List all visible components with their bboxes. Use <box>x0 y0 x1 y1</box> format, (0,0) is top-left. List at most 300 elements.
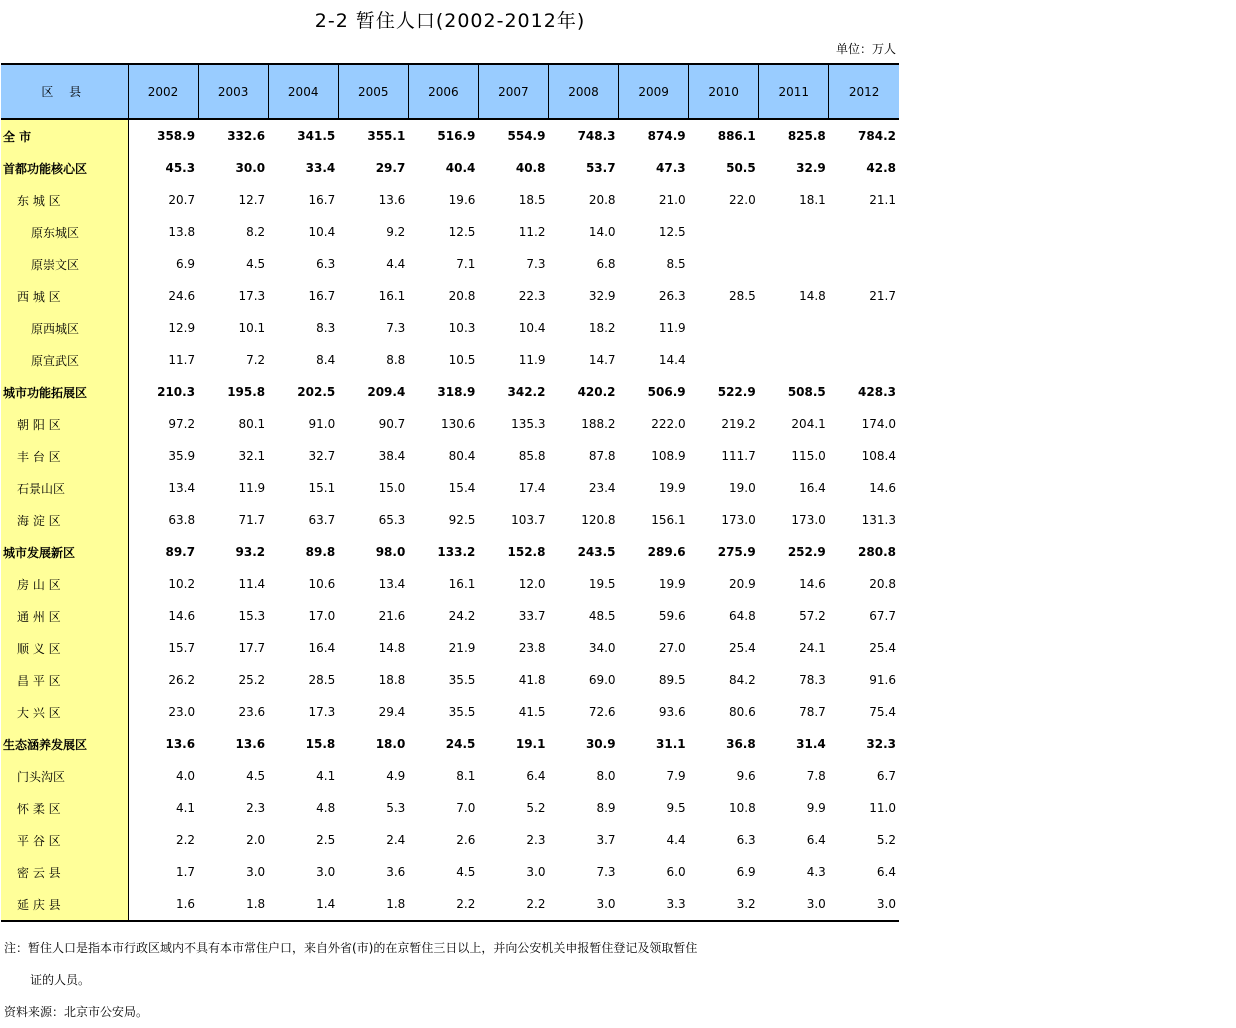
row-value: 11.7 <box>168 353 196 367</box>
row-value: 219.2 <box>721 417 756 431</box>
row-value: 210.3 <box>157 385 196 399</box>
row-value: 14.8 <box>799 289 826 303</box>
header-year: 2008 <box>548 64 618 119</box>
row-value: 516.9 <box>437 129 476 143</box>
row-value: 11.4 <box>238 577 266 591</box>
row-value: 6.8 <box>596 257 616 271</box>
row-value: 6.3 <box>316 257 336 271</box>
row-value <box>829 216 899 248</box>
row-value: 20.8 <box>869 577 896 591</box>
row-value: 6.7 <box>876 769 896 783</box>
row-region-name: 顺 义 区 <box>1 632 128 664</box>
row-value: 156.1 <box>651 513 686 527</box>
table-row <box>1 504 899 536</box>
row-value: 3.0 <box>246 865 266 879</box>
row-value: 4.5 <box>246 257 266 271</box>
row-value: 111.7 <box>721 449 756 463</box>
row-value: 87.8 <box>588 449 616 463</box>
row-value: 21.9 <box>448 641 476 655</box>
row-value: 9.2 <box>386 225 406 239</box>
row-value: 19.5 <box>588 577 616 591</box>
row-value: 24.6 <box>168 289 196 303</box>
header-year: 2009 <box>619 64 689 119</box>
row-value <box>759 344 829 376</box>
row-value: 4.9 <box>386 769 406 783</box>
row-value: 11.9 <box>658 321 686 335</box>
header-year: 2010 <box>689 64 759 119</box>
row-value: 10.4 <box>308 225 336 239</box>
row-value: 28.5 <box>728 289 756 303</box>
unit-label: 单位：万人 <box>835 42 896 56</box>
row-value: 1.8 <box>198 888 268 921</box>
row-value: 15.1 <box>308 481 336 495</box>
row-value: 33.4 <box>305 161 336 175</box>
table-row <box>1 376 899 408</box>
table-row <box>1 632 899 664</box>
row-value: 32.9 <box>796 161 826 175</box>
table-row <box>1 184 899 216</box>
row-value: 2.3 <box>246 801 266 815</box>
row-value: 30.0 <box>235 161 266 175</box>
row-value: 332.6 <box>227 129 266 143</box>
row-value: 15.8 <box>305 737 336 751</box>
row-value: 67.7 <box>869 609 896 623</box>
table-row <box>1 664 899 696</box>
row-value: 115.0 <box>791 449 826 463</box>
row-value: 90.7 <box>378 417 406 431</box>
row-value: 50.5 <box>726 161 756 175</box>
row-value: 130.6 <box>441 417 476 431</box>
row-value: 22.0 <box>728 193 756 207</box>
row-value: 7.3 <box>526 257 546 271</box>
row-value: 342.2 <box>507 385 546 399</box>
row-region-name: 原东城区 <box>1 216 128 248</box>
row-value: 8.0 <box>596 769 616 783</box>
row-value: 8.5 <box>666 257 686 271</box>
row-value: 318.9 <box>437 385 476 399</box>
row-value: 15.7 <box>168 641 196 655</box>
row-value: 5.3 <box>386 801 406 815</box>
header-year: 2003 <box>198 64 268 119</box>
row-value: 15.3 <box>238 609 266 623</box>
row-value: 135.3 <box>511 417 546 431</box>
row-value: 5.2 <box>526 801 546 815</box>
table-row <box>1 472 899 504</box>
row-value: 63.8 <box>168 513 196 527</box>
row-value: 2.2 <box>408 888 478 921</box>
row-value <box>689 312 759 344</box>
row-value: 3.7 <box>596 833 616 847</box>
row-value: 80.1 <box>238 417 266 431</box>
row-value: 69.0 <box>588 673 616 687</box>
row-value: 20.9 <box>728 577 756 591</box>
row-region-name: 平 谷 区 <box>1 824 128 856</box>
row-value <box>759 248 829 280</box>
row-value: 11.0 <box>869 801 896 815</box>
row-value: 25.4 <box>869 641 896 655</box>
row-value: 18.0 <box>375 737 406 751</box>
row-value: 6.4 <box>806 833 826 847</box>
row-value: 42.8 <box>866 161 896 175</box>
row-value: 20.8 <box>448 289 476 303</box>
row-value: 20.7 <box>168 193 196 207</box>
row-value: 14.8 <box>378 641 406 655</box>
row-region-name: 原崇文区 <box>1 248 128 280</box>
row-value: 3.3 <box>619 888 689 921</box>
row-value: 17.3 <box>238 289 266 303</box>
row-value: 4.8 <box>316 801 336 815</box>
row-value: 31.1 <box>656 737 686 751</box>
row-value: 41.8 <box>518 673 546 687</box>
row-value: 24.1 <box>799 641 826 655</box>
row-value: 35.9 <box>168 449 196 463</box>
row-value: 57.2 <box>799 609 826 623</box>
row-value: 18.5 <box>518 193 546 207</box>
row-value: 16.4 <box>799 481 826 495</box>
row-value: 188.2 <box>581 417 616 431</box>
row-value: 91.0 <box>308 417 336 431</box>
row-value: 133.2 <box>437 545 476 559</box>
row-value: 40.8 <box>515 161 546 175</box>
row-value: 41.5 <box>518 705 546 719</box>
table-header-row <box>1 64 899 119</box>
row-region-name: 全 市 <box>1 119 128 152</box>
row-value: 21.6 <box>378 609 406 623</box>
row-value: 4.4 <box>666 833 686 847</box>
row-value: 25.2 <box>238 673 266 687</box>
row-value: 14.4 <box>658 353 686 367</box>
row-value: 7.3 <box>386 321 406 335</box>
row-value: 97.2 <box>168 417 196 431</box>
table-row <box>1 440 899 472</box>
row-value: 38.4 <box>378 449 406 463</box>
row-value: 280.8 <box>858 545 896 559</box>
row-value: 6.9 <box>736 865 756 879</box>
row-value: 33.7 <box>518 609 546 623</box>
row-value: 204.1 <box>791 417 826 431</box>
row-value: 80.6 <box>728 705 756 719</box>
row-value: 30.9 <box>585 737 616 751</box>
row-value: 93.6 <box>658 705 686 719</box>
row-value: 2.4 <box>386 833 406 847</box>
row-value: 554.9 <box>507 129 546 143</box>
row-value: 2.5 <box>316 833 336 847</box>
row-value: 1.8 <box>338 888 408 921</box>
row-region-name: 城市发展新区 <box>1 536 128 568</box>
row-value: 13.8 <box>168 225 196 239</box>
row-value: 6.4 <box>526 769 546 783</box>
row-value: 428.3 <box>858 385 896 399</box>
row-value: 522.9 <box>717 385 756 399</box>
row-value: 12.7 <box>238 193 266 207</box>
table-row <box>1 119 899 152</box>
row-value: 275.9 <box>717 545 756 559</box>
row-value: 1.7 <box>175 865 196 879</box>
row-value: 4.4 <box>386 257 406 271</box>
row-value: 28.5 <box>308 673 336 687</box>
row-value: 9.5 <box>666 801 686 815</box>
row-value: 7.2 <box>246 353 266 367</box>
row-region-name: 房 山 区 <box>1 568 128 600</box>
row-region-name: 东 城 区 <box>1 184 128 216</box>
row-value: 8.9 <box>596 801 616 815</box>
row-value: 32.1 <box>238 449 266 463</box>
row-value: 63.7 <box>308 513 336 527</box>
row-value <box>689 344 759 376</box>
row-value: 874.9 <box>647 129 686 143</box>
row-value: 7.8 <box>806 769 826 783</box>
row-value: 13.6 <box>235 737 266 751</box>
row-value <box>829 248 899 280</box>
row-value: 21.0 <box>658 193 686 207</box>
row-region-name: 门头沟区 <box>1 760 128 792</box>
row-value: 15.0 <box>378 481 406 495</box>
row-value: 91.6 <box>869 673 896 687</box>
row-value: 8.1 <box>456 769 476 783</box>
row-value: 825.8 <box>787 129 826 143</box>
row-value: 11.9 <box>518 353 546 367</box>
row-value: 7.0 <box>456 801 476 815</box>
row-value: 784.2 <box>858 129 896 143</box>
row-value: 10.6 <box>308 577 336 591</box>
header-year: 2006 <box>408 64 478 119</box>
table-row <box>1 760 899 792</box>
row-region-name: 生态涵养发展区 <box>1 728 128 760</box>
row-value: 2.6 <box>456 833 476 847</box>
row-value: 12.9 <box>168 321 196 335</box>
row-value: 23.4 <box>588 481 616 495</box>
row-value: 3.0 <box>829 888 899 921</box>
header-year: 2012 <box>829 64 899 119</box>
row-value: 108.4 <box>861 449 896 463</box>
row-value: 10.3 <box>448 321 476 335</box>
row-value: 29.7 <box>375 161 406 175</box>
row-value: 5.2 <box>876 833 896 847</box>
row-value: 4.5 <box>456 865 476 879</box>
row-value: 6.4 <box>876 865 896 879</box>
row-value: 174.0 <box>861 417 896 431</box>
table-row <box>1 728 899 760</box>
row-value: 9.6 <box>736 769 756 783</box>
row-value: 19.1 <box>515 737 546 751</box>
row-value: 12.5 <box>448 225 476 239</box>
row-value: 25.4 <box>728 641 756 655</box>
row-value: 4.1 <box>316 769 336 783</box>
row-value: 84.2 <box>728 673 756 687</box>
row-value: 78.3 <box>799 673 826 687</box>
row-value: 71.7 <box>238 513 266 527</box>
row-region-name: 通 州 区 <box>1 600 128 632</box>
table-row <box>1 568 899 600</box>
row-value: 26.2 <box>168 673 196 687</box>
row-value: 358.9 <box>157 129 196 143</box>
row-value: 36.8 <box>726 737 756 751</box>
row-value: 252.9 <box>787 545 826 559</box>
row-value: 53.7 <box>585 161 616 175</box>
row-value: 29.4 <box>378 705 406 719</box>
row-value: 48.5 <box>588 609 616 623</box>
row-value: 35.5 <box>448 705 476 719</box>
header-year: 2007 <box>478 64 548 119</box>
row-value: 10.8 <box>728 801 756 815</box>
row-value: 103.7 <box>511 513 546 527</box>
row-value: 17.3 <box>308 705 336 719</box>
row-value: 17.0 <box>308 609 336 623</box>
row-value: 22.3 <box>518 289 546 303</box>
row-value: 24.5 <box>445 737 476 751</box>
row-value: 6.3 <box>736 833 756 847</box>
row-value: 886.1 <box>717 129 756 143</box>
row-value: 89.8 <box>305 545 336 559</box>
row-value: 35.5 <box>448 673 476 687</box>
row-value: 4.0 <box>175 769 196 783</box>
row-value: 195.8 <box>227 385 266 399</box>
row-value: 10.1 <box>238 321 266 335</box>
table-row <box>1 856 899 888</box>
row-value: 18.2 <box>588 321 616 335</box>
row-value: 19.6 <box>448 193 476 207</box>
table-row <box>1 600 899 632</box>
row-region-name: 海 淀 区 <box>1 504 128 536</box>
row-region-name: 延 庆 县 <box>1 888 128 921</box>
row-value: 16.7 <box>308 193 336 207</box>
row-value: 3.0 <box>759 888 829 921</box>
row-value: 19.9 <box>658 577 686 591</box>
row-region-name: 西 城 区 <box>1 280 128 312</box>
table-row <box>1 344 899 376</box>
row-value: 243.5 <box>577 545 616 559</box>
row-value: 17.7 <box>238 641 266 655</box>
row-value: 1.6 <box>128 888 198 921</box>
row-value: 21.1 <box>869 193 896 207</box>
row-value: 26.3 <box>658 289 686 303</box>
row-value: 18.8 <box>378 673 406 687</box>
row-value: 6.9 <box>175 257 196 271</box>
row-region-name: 怀 柔 区 <box>1 792 128 824</box>
row-value: 12.5 <box>658 225 686 239</box>
row-value: 31.4 <box>796 737 826 751</box>
row-region-name: 原西城区 <box>1 312 128 344</box>
row-value: 7.3 <box>596 865 616 879</box>
row-value: 78.7 <box>799 705 826 719</box>
row-value: 14.6 <box>869 481 896 495</box>
row-value: 92.5 <box>448 513 476 527</box>
row-value: 64.8 <box>728 609 756 623</box>
row-value: 14.6 <box>799 577 826 591</box>
row-value: 14.7 <box>588 353 616 367</box>
row-value: 10.2 <box>168 577 196 591</box>
row-value: 9.9 <box>806 801 826 815</box>
row-value: 80.4 <box>448 449 476 463</box>
population-table <box>1 63 899 922</box>
row-value: 1.4 <box>268 888 338 921</box>
row-value: 75.4 <box>869 705 896 719</box>
row-value: 4.1 <box>175 801 196 815</box>
row-region-name: 原宣武区 <box>1 344 128 376</box>
row-value: 13.6 <box>165 737 196 751</box>
row-value: 23.6 <box>238 705 266 719</box>
table-row <box>1 312 899 344</box>
row-value: 89.5 <box>658 673 686 687</box>
row-region-name: 密 云 县 <box>1 856 128 888</box>
row-region-name: 城市功能拓展区 <box>1 376 128 408</box>
row-value: 202.5 <box>297 385 336 399</box>
row-value: 93.2 <box>235 545 266 559</box>
row-value: 8.8 <box>386 353 406 367</box>
row-value: 13.4 <box>168 481 196 495</box>
row-value: 3.0 <box>526 865 546 879</box>
row-value: 748.3 <box>577 129 616 143</box>
row-value: 27.0 <box>658 641 686 655</box>
row-region-name: 丰 台 区 <box>1 440 128 472</box>
row-value: 420.2 <box>577 385 616 399</box>
row-value: 222.0 <box>651 417 686 431</box>
table-row <box>1 824 899 856</box>
row-value: 10.4 <box>518 321 546 335</box>
row-value: 7.1 <box>456 257 476 271</box>
note-line-2: 证的人员。 <box>30 973 91 987</box>
row-value: 16.4 <box>308 641 336 655</box>
row-value: 24.2 <box>448 609 476 623</box>
row-value: 8.2 <box>246 225 266 239</box>
row-value: 40.4 <box>445 161 476 175</box>
row-value: 3.2 <box>689 888 759 921</box>
row-value: 32.7 <box>308 449 336 463</box>
table-row <box>1 408 899 440</box>
row-value: 59.6 <box>658 609 686 623</box>
page-title: 2-2 暂住人口(2002-2012年) <box>314 10 586 32</box>
header-year: 2002 <box>128 64 198 119</box>
row-value <box>689 248 759 280</box>
row-value: 23.8 <box>518 641 546 655</box>
row-value: 47.3 <box>656 161 686 175</box>
row-value: 108.9 <box>651 449 686 463</box>
note-line-1: 注：暂住人口是指本市行政区域内不具有本市常住户口，来自外省(市)的在京暂住三日以上，并向公安机关申报暂住登记及领取暂住 <box>4 941 698 955</box>
row-value: 4.5 <box>246 769 266 783</box>
row-value: 16.7 <box>308 289 336 303</box>
row-value: 3.6 <box>386 865 406 879</box>
row-value: 152.8 <box>507 545 546 559</box>
row-value: 89.7 <box>165 545 196 559</box>
row-value: 508.5 <box>787 385 826 399</box>
row-value: 11.9 <box>238 481 266 495</box>
row-value: 23.0 <box>168 705 196 719</box>
row-value: 14.6 <box>168 609 196 623</box>
row-value: 34.0 <box>588 641 616 655</box>
row-value: 65.3 <box>378 513 406 527</box>
row-value: 11.2 <box>518 225 546 239</box>
table-row <box>1 280 899 312</box>
row-value: 21.7 <box>869 289 896 303</box>
row-region-name: 朝 阳 区 <box>1 408 128 440</box>
row-value: 10.5 <box>448 353 476 367</box>
row-value: 2.2 <box>175 833 196 847</box>
row-value: 120.8 <box>581 513 616 527</box>
row-region-name: 石景山区 <box>1 472 128 504</box>
row-value: 2.0 <box>246 833 266 847</box>
row-value: 13.4 <box>378 577 406 591</box>
row-value: 2.3 <box>526 833 546 847</box>
row-value: 173.0 <box>791 513 826 527</box>
row-value: 19.9 <box>658 481 686 495</box>
row-value: 506.9 <box>647 385 686 399</box>
row-value: 341.5 <box>297 129 336 143</box>
header-year: 2011 <box>759 64 829 119</box>
row-value: 32.9 <box>588 289 616 303</box>
row-value <box>759 216 829 248</box>
header-year: 2004 <box>268 64 338 119</box>
header-year: 2005 <box>338 64 408 119</box>
